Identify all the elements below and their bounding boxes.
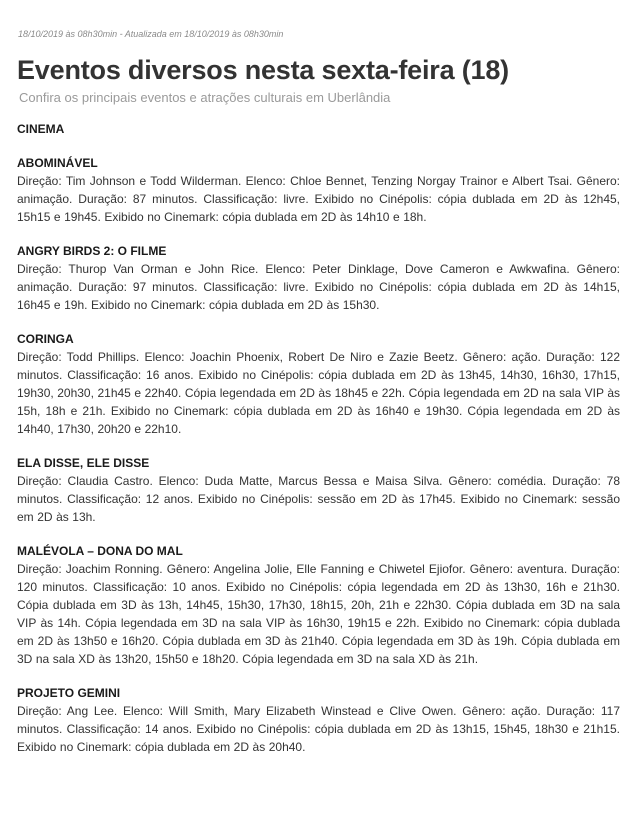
film-description: Direção: Todd Phillips. Elenco: Joachin Phoenix, Robert De Niro e Zazie Beetz. Gênero: ação. Duração: 122 minutos. Classificação: 16 anos. Exibido no Cinépolis: cópia dublada em 2D às 13h45, 14h30, 16h30, 17h15, 19h30, 20h30, 21h45 e 22h40. Cópia legendada em 2D às 18h45 e 22h. Cópia legendada em 2D na sala VIP às 15h, 18h e 21h. Exibido no Cinemark: cópia dublada em 2D às 16h40 e 19h30. Cópia legendada em 2D às 14h40, 17h30, 20h20 e 22h10.: [17, 350, 620, 436]
film-description: Direção: Tim Johnson e Todd Wilderman. Elenco: Chloe Bennet, Tenzing Norgay Trainor e Albert Tsai. Gênero: animação. Duração: 87 minutos. Classificação: livre. Exibido no Cinépolis: cópia dublada em 2D às 12h45, 15h15 e 19h45. Exibido no Cinemark: cópia dublada em 2D às 14h10 e 18h.: [17, 174, 620, 224]
film-description: Direção: Claudia Castro. Elenco: Duda Matte, Marcus Bessa e Maisa Silva. Gênero: comédia. Duração: 78 minutos. Classificação: 12 anos. Exibido no Cinépolis: sessão em 2D às 17h45. Exibido no Cinemark: sessão em 2D às 13h.: [17, 474, 620, 524]
film-title: PROJETO GEMINI: [17, 686, 121, 700]
publication-date: 18/10/2019 às 08h30min - Atualizada em 18/10/2019 às 08h30min: [18, 29, 284, 39]
film-description: Direção: Thurop Van Orman e John Rice. Elenco: Peter Dinklage, Dove Cameron e Awkwafina. Gênero: animação. Duração: 97 minutos. Classificação: livre. Exibido no Cinépolis: cópia dublada em 2D às 14h15, 16h45 e 19h. Exibido no Cinemark: cópia dublada em 2D às 15h30.: [17, 262, 620, 312]
film-title: ANGRY BIRDS 2: O FILME: [17, 244, 167, 258]
section-heading-cinema: CINEMA: [17, 122, 65, 136]
film-entry: [17, 454, 620, 526]
film-entry: [17, 242, 620, 314]
film-entry: [17, 330, 620, 438]
film-title: ELA DISSE, ELE DISSE: [17, 456, 150, 470]
page-subtitle: Confira os principais eventos e atrações culturais em Uberlândia: [19, 90, 391, 105]
film-title: CORINGA: [17, 332, 74, 346]
film-title: ABOMINÁVEL: [17, 156, 98, 170]
film-title: MALÉVOLA – DONA DO MAL: [17, 544, 183, 558]
film-description: Direção: Ang Lee. Elenco: Will Smith, Mary Elizabeth Winstead e Clive Owen. Gênero: ação. Duração: 117 minutos. Classificação: 14 anos. Exibido no Cinépolis: cópia dublada em 2D às 13h15, 15h45, 18h30 e 21h15. Exibido no Cinemark: cópia dublada em 2D às 20h40.: [17, 704, 620, 754]
film-entry: [17, 154, 620, 226]
film-entry: [17, 684, 620, 756]
film-entry: [17, 542, 620, 668]
page-title: Eventos diversos nesta sexta-feira (18): [17, 55, 509, 85]
film-description: Direção: Joachim Ronning. Gênero: Angelina Jolie, Elle Fanning e Chiwetel Ejiofor. Gênero: aventura. Duração: 120 minutos. Classificação: 10 anos. Exibido no Cinépolis: cópia legendada em 2D às 13h30, 16h e 21h30. Cópia dublada em 3D às 13h, 14h45, 15h30, 17h30, 18h15, 20h, 21h e 22h30. Cópia dublada em 3D na sala VIP às 14h. Cópia legendada em 3D na sala VIP às 16h30, 19h15 e 22h. Exibido no Cinemark: cópia dublada em 2D às 13h50 e 16h20. Cópia dublada em 3D às 21h40. Cópia legendada em 3D às 19h. Cópia dublada em 3D na sala XD às 13h20, 15h50 e 18h20. Cópia legendada em 3D na sala XD às 21h.: [17, 562, 620, 666]
